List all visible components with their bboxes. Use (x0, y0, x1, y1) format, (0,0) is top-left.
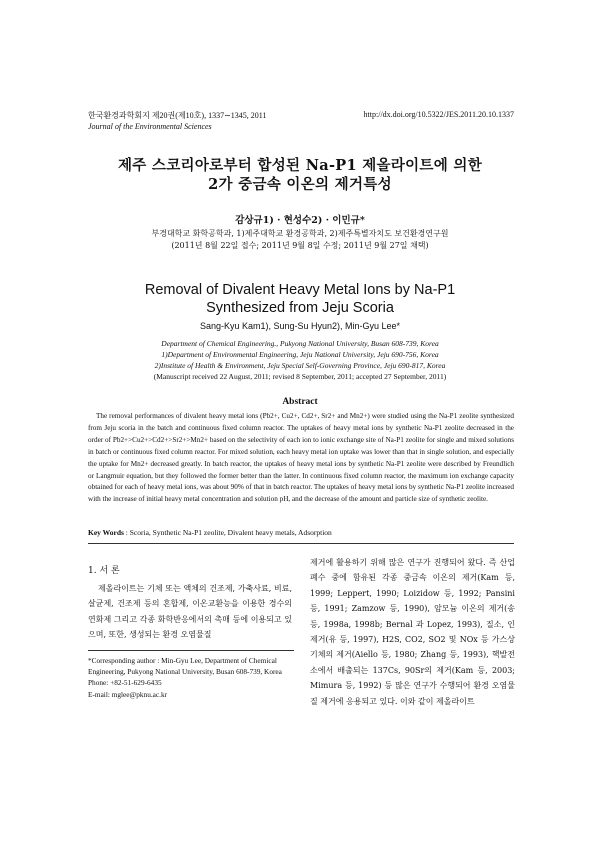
section-heading-introduction: 1. 서 론 (88, 566, 120, 576)
korean-affiliation (60, 228, 540, 252)
introduction-left-column: 제올라이트는 기체 또는 액체의 건조제, 가축사료, 비료, 살균제, 건조제 등의 혼합제, 이온교환능을 이용한 경수의 연화제 그리고 각종 화학반응에서의 촉매 등에 이용되고 있으며, 또한, 생성되는 환경 오염물질 (88, 584, 292, 640)
corresponding-author-footnote (88, 655, 294, 700)
english-affiliations (60, 338, 540, 382)
abstract-body: The removal performances of divalent heavy metal ions (Pb2+, Cu2+, Cd2+, Sr2+ and Mn2+) were studied using the Na-P1 zeolite synthesized from Jeju scoria in the batch and continuous fixed column reactor. The uptakes of heavy metal ions by synthetic Na-P1 zeolite decreased in the order of Pb2+>Cu2+>Cd2+>Sr2+>Mn2+ based on the selectivity of each ion to ionic exchange site of Na-P1 zeolite for single and mixed solutions in batch or continuous fixed column reactor. For mixed solution, each heavy metal ion uptake was lower than that in single solution, and especially the uptake for Mn2+ decreased greatly. In batch reactor, the uptakes of heavy metal ions by synthetic Na-P1 zeolite were described by Freundlich or Langmuir equation, but they followed the former better than the latter. In continuous fixed column reactor, the maximum ion exchange capacity obtained for each of heavy metal ions, was about 90% of that in batch reactor. The uptakes of heavy metal ions by synthetic Na-P1 zeolite increased with the increase of initial heavy metal concentration and solution pH, and the decrease of the amount and particle size of synthetic zeolite. (88, 412, 514, 504)
journal-citation: 한국환경과학회지 제20권(제10호), 1337∼1345, 2011 (88, 111, 267, 120)
keywords-label: Key Words (88, 528, 124, 537)
keywords-text: : Scoria, Synthetic Na-P1 zeolite, Divalent heavy metals, Adsorption (123, 528, 332, 537)
korean-title-line1: 제주 스코리아로부터 합성된 Na-P1 제올라이트에 의한 (117, 157, 483, 174)
english-title (60, 281, 540, 317)
corresponding-author: *Corresponding author : Min-Gyu Lee, Department of Chemical Engineering, Pukyong National University, Busan 608-739, Korea (88, 656, 282, 677)
english-affiliation-3: 2)Institute of Health & Environment, Jeju Special Self-Governing Province, Jeju 690-817, Korea (154, 361, 446, 370)
korean-title-line2: 2가 중금속 이온의 제거특성 (208, 176, 392, 193)
keywords (88, 528, 332, 537)
email[interactable]: E-mail: mglee@pknu.ac.kr (88, 689, 168, 699)
english-affiliation-2: 1)Department of Environmental Engineering, Jeju National University, Jeju 690-756, Korea (161, 350, 439, 359)
english-affiliation-1: Department of Chemical Engineering., Pukyong National University, Busan 608-739, Korea (161, 339, 439, 348)
keywords-divider (88, 543, 514, 544)
journal-name: Journal of the Environmental Sciences (88, 122, 212, 131)
introduction-right-column: 제거에 활용하기 위해 많은 연구가 진행되어 왔다. 즉 산업폐수 중에 함유된 각종 중금속 이온의 제거(Kam 등, 1999; Leppert, 1990; Loizidow 등, 1992; Pansini 등, 1991; Zamzow 등, 1990), 암모늄 이온의 제거(송 등, 1998a, 1998b; Bernal 과 Lopez, 1993), 질소, 인 제거(유 등, 1997), H2S, CO2, SO2 및 NOx 등 가스상 기체의 제거(Aiello 등, 1980; Zhang 등, 1993), 핵발전소에서 배출되는 137Cs, 90Sr의 제거(Kam 등, 2003; Mimura 등, 1992) 등 많은 연구가 수행되어 환경 오염물질 제거에 응용되고 있다. 이와 같이 제올라이트 (310, 558, 515, 706)
doi-link[interactable]: http://dx.doi.org/10.5322/JES.2011.20.10.1337 (363, 110, 514, 119)
korean-title (60, 156, 540, 194)
english-title-line2: Synthesized from Jeju Scoria (206, 300, 394, 316)
phone: Phone: +82-51-629-6435 (88, 678, 162, 688)
korean-authors: 감상규1) · 현성수2) · 이민규* (235, 215, 365, 226)
english-title-line1: Removal of Divalent Heavy Metal Ions by Na-P1 (144, 282, 456, 298)
manuscript-dates: (Manuscript received 22 August, 2011; revised 8 September, 2011; accepted 27 September, 2011) (153, 372, 447, 381)
footnote-divider (88, 650, 294, 651)
abstract-heading: Abstract (282, 397, 318, 407)
korean-affiliation-text: 부경대학교 화학공학과, 1)제주대학교 환경공학과, 2)제주특별자치도 보건환경연구원 (151, 229, 449, 238)
english-authors: Sang-Kyu Kam1), Sung-Su Hyun2), Min-Gyu Lee* (199, 321, 401, 331)
korean-received-dates: (2011년 8월 22일 접수; 2011년 9월 8일 수정; 2011년 9월 27일 채택) (171, 241, 429, 250)
journal-header (88, 110, 266, 132)
